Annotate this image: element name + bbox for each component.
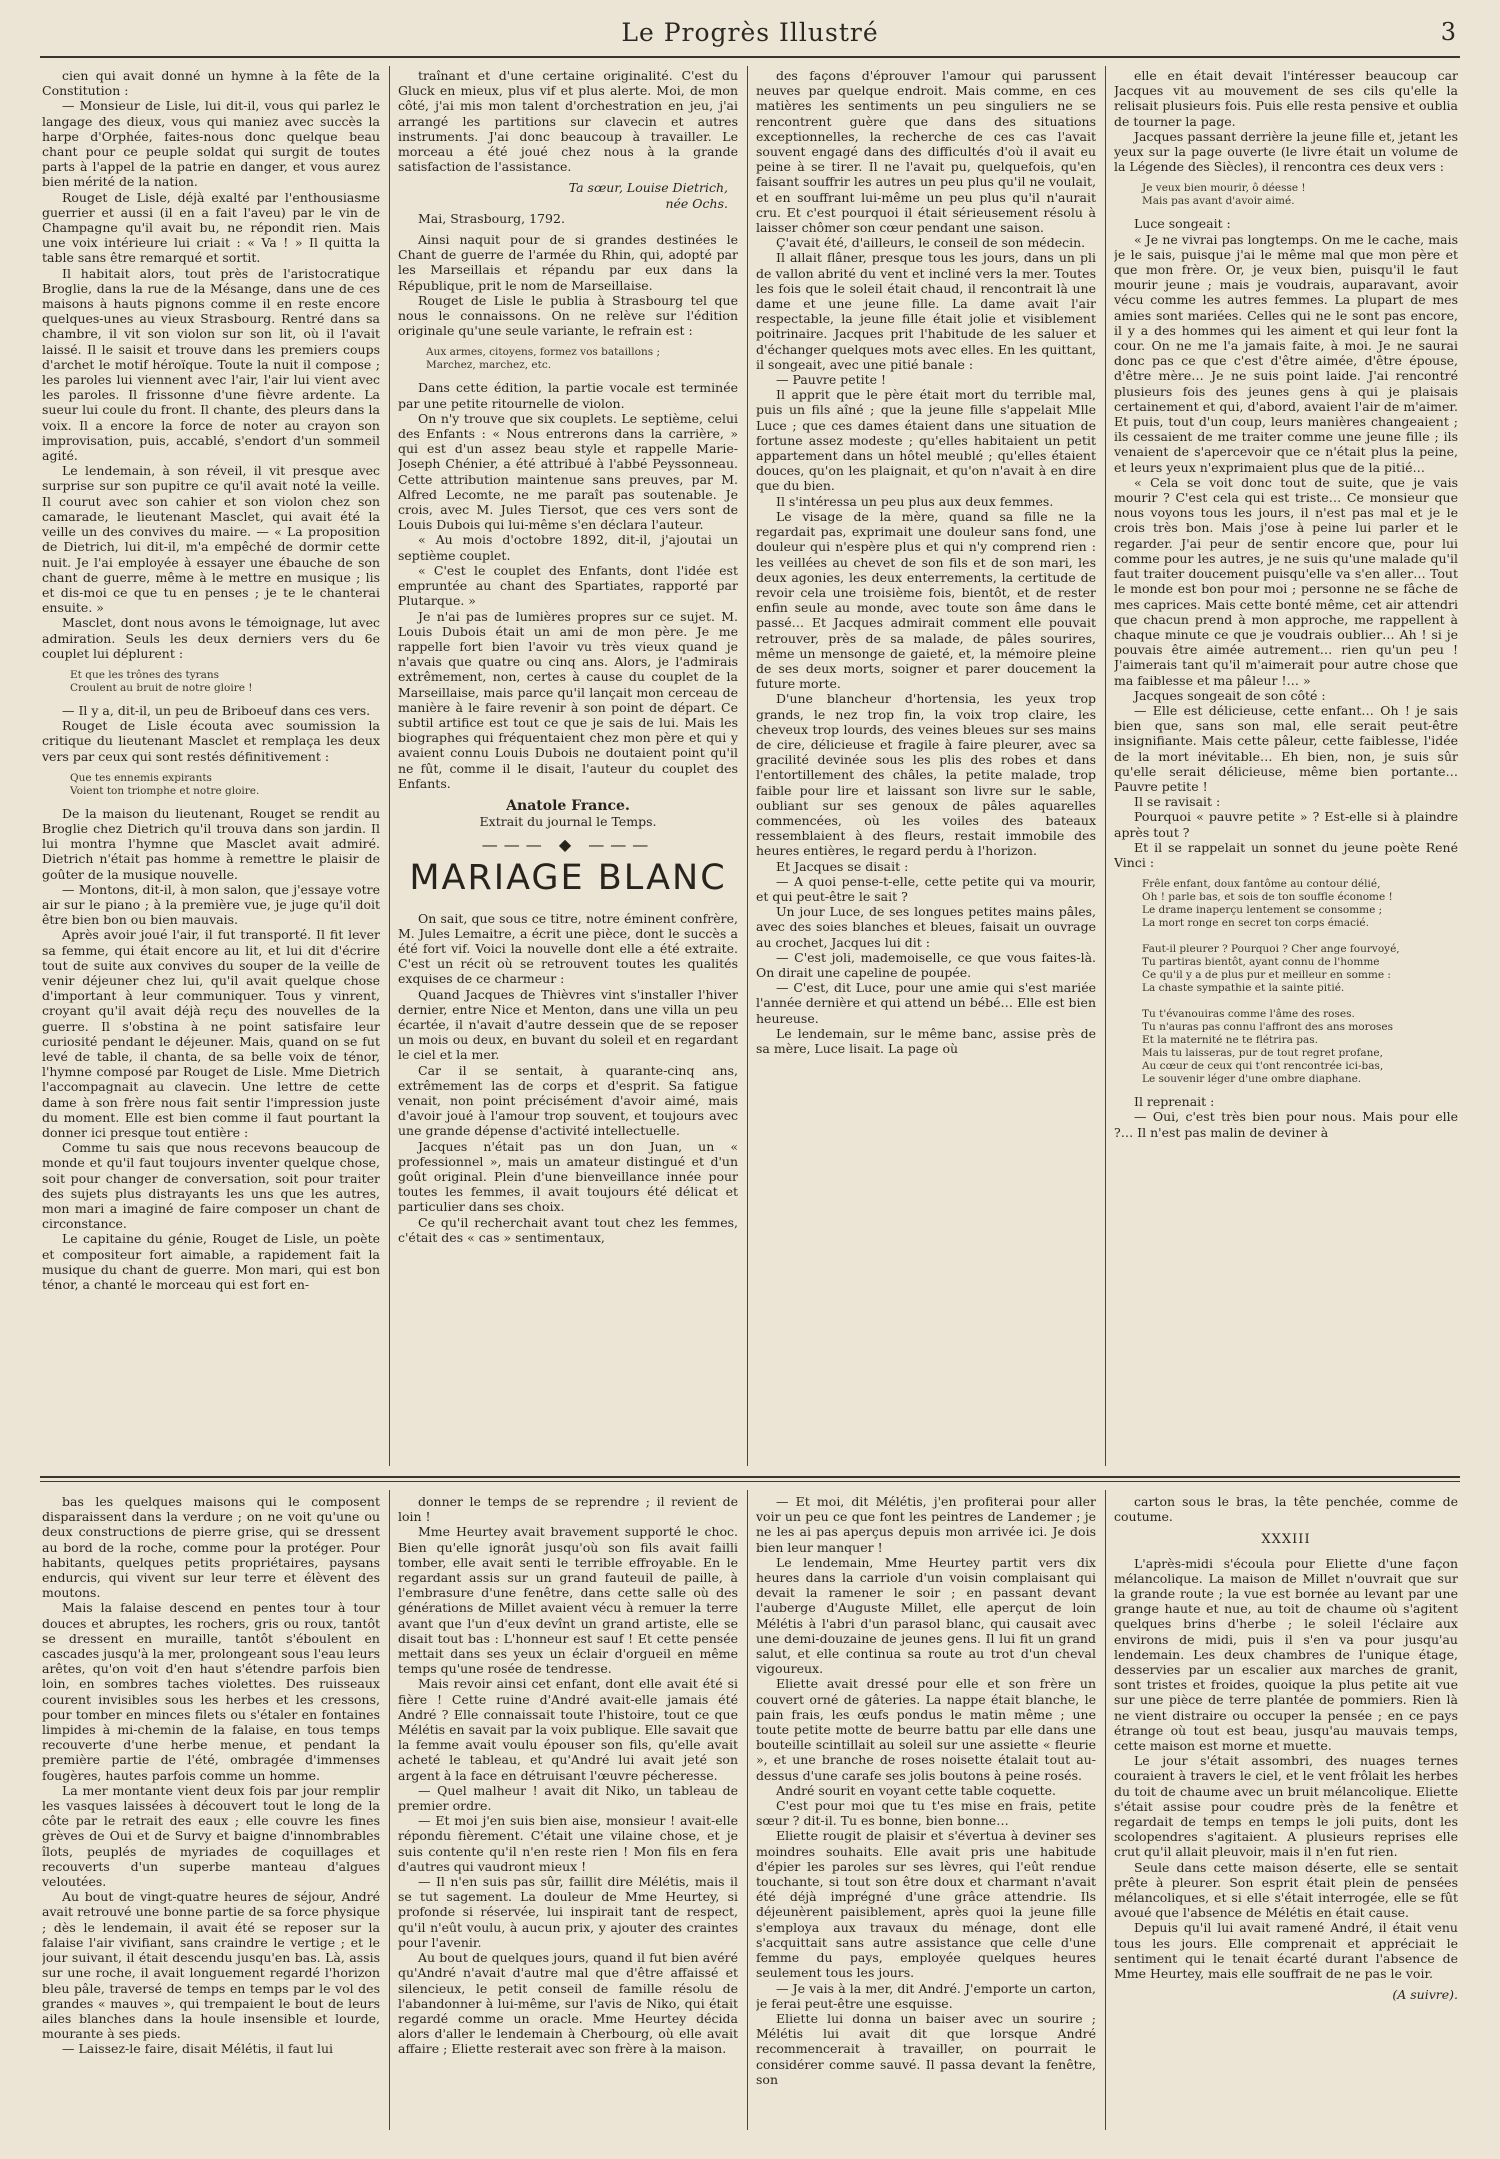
paragraph: Jacques n'était pas un don Juan, un « professionnel », mais un amateur distingué et d'un goût original. Plein d'une bienveillance innée pour toutes les femmes, il avait toujours été délicat et particulier dans ses choix. [398, 1138, 738, 1215]
paragraph: — C'est, dit Luce, pour une amie qui s'est mariée l'année dernière et qui attend un bébé… Elle est bien heureuse. [756, 980, 1096, 1026]
paragraph: Après avoir joué l'air, il fut transporté. Il fit lever sa femme, qui était encore au lit, et lui dit d'écrire tout de suite aux convives du souper de la veille de venir déjeuner chez lui, qu'il avait quelque chose d'important à leur communiquer. Tous y vinrent, croyant qu'il avait déjà reçu des nouvelles de la guerre. Il s'obstina à ne point satisfaire leur curiosité pendant le déjeuner. Mais, quand on se fut levé de table, il chanta, de sa belle voix de ténor, l'hymne composé par Rouget de Lisle. Mme Dietrich l'accompagnait au clavecin. Une lettre de cette dame à son frère nous fait sentir l'impression juste du moment. Elle est bien comme il faut pourtant la donner ici presque tout entière : [42, 927, 380, 1140]
paragraph: André sourit en voyant cette table coquette. [776, 1782, 1057, 1798]
paragraph: Au bout de vingt-quatre heures de séjour, André avait retrouvé une bonne partie de sa force physique ; dès le lendemain, il avait été se reposer sur la falaise l'air vivifiant, sans craindre le vertige ; et le jour suivant, il était descendu jusqu'en bas. Là, assis sur une roche, il avait longuement regardé l'horizon bleu pâle, traversé de temps en temps par le vol des grandes « mauves », qui trempaient le bout de leurs ailes blanches dans la houle insensible et lourde, mourante à ses pieds. [42, 1889, 380, 2042]
verse-quote: Et que les trônes des tyrans Croulent au bruit de notre gloire ! [70, 668, 253, 694]
text-block [398, 232, 738, 338]
paragraph: traînant et d'une certaine originalité. C'est du Gluck en mieux, plus vif et plus alerte. Moi, de mon côté, j'ai mis mon talent d'orchestration en jeu, j'ai arrangé les partitions sur clavecin et autres instruments. J'ai donc beaucoup à travailler. Le morceau a été joué chez nous à la grande satisfaction de l'assistance. [398, 68, 738, 175]
paragraph: Jacques passant derrière la jeune fille et, jetant les yeux sur la page ouverte (le livre était un volume de la Légende des Siècles), il rencontra ces deux vers : [1114, 128, 1458, 175]
paragraph: Il apprit que le père était mort du terrible mal, puis un fils aîné ; que la jeune fille s'appelait Mlle Luce ; que ces dames étaient dans une situation de fortune assez modeste ; qu'elles habitaient un petit appartement dans un hôtel meublé ; qu'elles étaient douces, qu'on les plaignait, et qu'on n'avait à en dire que du bien. [756, 387, 1096, 494]
top-column-4 [1114, 68, 1458, 1462]
paragraph: Depuis qu'il lui avait ramené André, il était venu tous les jours. Elle comprenait et appréciait le sentiment qui le tenait écarté durant l'absence de Mme Heurtey, mais elle souffrait de ne pas le voir. [1114, 1920, 1458, 1982]
paragraph: Il s'intéressa un peu plus aux deux femmes. [776, 493, 1054, 509]
column-divider [1105, 66, 1106, 1466]
paragraph: Et il se rappelait un sonnet du jeune poète René Vinci : [1114, 839, 1458, 870]
feuilleton-rule [40, 1476, 1460, 1478]
paragraph: Je n'ai pas de lumières propres sur ce sujet. M. Louis Dubois était un ami de mon père. Je me rappelle fort bien l'avoir vu très vieux quand je n'avais que quatre ou cinq ans. Alors, je l'admirais extrêmement, non, certes à cause du couplet de la Marseillaise, mais parce qu'il lançait mon cerceau de manière à le faire revenir à son point de départ. Ce subtil artifice est tout ce que je sais de lui. Mais les biographes qui fréquentaient chez mon père et qui y avaient connu Louis Dubois ne doutaient point qu'il ne fût, comme il le disait, l'auteur du couplet des Enfants. [398, 608, 738, 791]
paragraph: Il allait flâner, presque tous les jours, dans un pli de vallon abrité du vent et incliné vers la mer. Toutes les fois que le soleil était chaud, il rencontrait là une dame et une jeune fille. La dame avait l'air respectable, la jeune fille était jolie et visiblement poitrinaire. Jacques prit l'habitude de les saluer et d'échanger quelques mots avec elles. En les quittant, il songeait, avec une pitié banale : [756, 250, 1096, 372]
paragraph: Luce songeait : [1134, 216, 1231, 232]
paragraph: On sait, que sous ce titre, notre éminent confrère, M. Jules Lemaitre, a écrit une pièce, dont le succès a été fort vif. Voici la nouvelle dont elle a été extraite. C'est un récit où se retrouvent toutes les qualités exquises de ce charmeur : [398, 910, 738, 987]
sonnet: Frêle enfant, doux fantôme au contour délié, Oh ! parle bas, et sois de ton souffle économe ! Le drame inaperçu lentement se consomme ; La mort ronge en secret ton corps émacié. Faut-il pleurer ? Pourquoi ? Cher ange fourvoyé, Tu partiras bientôt, ayant connu de l'homme Ce qu'il y a de plus pur et meilleur en somme : La chaste sympathie et la sainte pitié. Tu t'évanouiras comme l'âme des roses. Tu n'auras pas connu l'affront des ans moroses Et la maternité ne te flétrira pas. Mais tu laisseras, pur de tout regret profane, Au cœur de ceux qui t'ont rencontrée ici-bas, Le souvenir léger d'une ombre diaphane. [1142, 878, 1400, 1086]
paragraph: Et Jacques se disait : [776, 858, 909, 874]
column-divider [747, 66, 748, 1466]
paragraph: — Et moi j'en suis bien aise, monsieur ! avait-elle répondu fièrement. C'était une vilaine chose, et je suis contente qu'il n'en reste rien ! Mon fils en fera d'autres qui vaudront mieux ! [398, 1813, 738, 1874]
text-block [398, 911, 738, 1245]
paragraph: Le visage de la mère, quand sa fille ne la regardait pas, exprimait une douleur sans fond, une douleur qui n'espère plus et qui n'y comprend rien : les veillées au chevet de son fils et de son mari, les deux agonies, les deux enterrements, la certitude de revoir cela une troisième fois, bientôt, et de rester enfin seule au monde, avec toute son âme dans le passé… Et Jacques admirait comment elle pouvait retrouver, près de sa malade, de pâles sourires, même un mensonge de gaieté, et, la mémoire pleine de ses deux morts, soigner et parer doucement la future morte. [756, 508, 1096, 692]
paragraph: Au bout de quelques jours, quand il fut bien avéré qu'André n'avait d'autre mal que d'être affaissé et silencieux, le petit conseil de famille résolu de l'abandonner à lui-même, sur l'avis de Niko, qui était regardé comme un oracle. Mme Heurtey décida alors d'aller le lendemain à Cherbourg, où elle avait affaire ; Eliette resterait avec son frère à la maison. [398, 1950, 738, 2057]
paragraph: L'après-midi s'écoula pour Eliette d'une façon mélancolique. La maison de Millet n'ouvrait que sur la grande route ; la vue est bornée au levant par une grange haute et nue, au toit de chaume où s'agitent quelques brins d'herbe ; le soleil l'éclaire aux environs de midi, puis il s'en va pour jusqu'au lendemain. Les deux chambres de l'unique étage, desservies par un escalier aux marches de granit, sont tristes et froides, quoique la plus petite ait vue sur une pièce de terre plantée de pommiers. Rien là ne vient distraire ou occuper la pensée ; en ce pays étrange où tout est beau, jusqu'au mauvais temps, cette maison est morne et muette. [1114, 1555, 1458, 1754]
paragraph: Car il se sentait, à quarante-cinq ans, extrêmement las de corps et d'esprit. Sa fatigue venait, non point précisément d'avoir aimé, mais d'avoir joué à l'amour trop souvent, et toujours avec une grande dépense d'activité intellectuelle. [398, 1062, 738, 1139]
paragraph: carton sous le bras, la tête penchée, comme de coutume. [1114, 1494, 1458, 1525]
feuilleton-rule [40, 1481, 1460, 1482]
newspaper-title: Le Progrès Illustré [621, 18, 879, 47]
paragraph: Rouget de Lisle, déjà exalté par l'enthousiasme guerrier et aussi (il en a fait l'aveu) par le vin de Champagne qu'il avait bu, ne répondit rien. Mais une voix intérieure lui criait : « Va ! » Il quitta la table sans être remarqué et sortit. [42, 189, 380, 266]
paragraph: — C'est joli, mademoiselle, ce que vous faites-là. On dirait une capeline de poupée. [756, 949, 1096, 980]
paragraph: « C'est le couplet des Enfants, dont l'idée est empruntée au chant des Spartiates, rapporté par Plutarque. » [398, 562, 738, 609]
paragraph: Seule dans cette maison déserte, elle se sentait prête à pleurer. Son esprit était plein de pensées mélancoliques, et si elle s'était interrogée, elle se fût avoué que l'absence de Mélétis en était cause. [1114, 1859, 1458, 1921]
paragraph: Eliette avait dressé pour elle et son frère un couvert orné de gâteries. La nappe était blanche, le pain frais, les œufs pondus le matin même ; une toute petite motte de beurre battu par elle dans une bouteille scintillait au soleil sur une assiette « fleurie », et une branche de roses noisette étalait tout au-dessus d'une carafe ses jolis boutons à peine rosés. [756, 1676, 1096, 1783]
chapter-number: XXXIII [1261, 1532, 1311, 1548]
paragraph: — Il n'en suis pas sûr, faillit dire Mélétis, mais il se tut sagement. La douleur de Mme Heurtey, si profonde si réservée, lui inspirait tant de respect, qu'il n'eût voulu, à aucun prix, y ajouter des craintes pour l'avenir. [398, 1874, 738, 1950]
paragraph: — A quoi pense-t-elle, cette petite qui va mourir, et qui peut-être le sait ? [756, 873, 1096, 904]
paragraph: Le lendemain, Mme Heurtey partit vers dix heures dans la carriole d'un voisin complaisant qui devait la ramener le soir ; en passant devant l'auberge d'Auguste Millet, elle aperçut de loin Mélétis à l'abri d'un parasol blanc, qui causait avec une demi-douzaine de jeunes gens. Il lui fit un grand salut, et elle continua sa route au trot d'un cheval vigoureux. [756, 1554, 1096, 1677]
paragraph: Le lendemain, à son réveil, il vit presque avec surprise sur son pupitre ce qu'il avait noté la veille. Il courut avec son cahier et son violon chez son camarade, le lieutenant Masclet, qui avait été la veille un des convives du maire. — « La proposition de Dietrich, lui dit-il, m'a empêché de dormir cette nuit. Je l'ai employée à essayer une ébauche de son chant de guerre, même à le mettre en musique ; lis et dis-moi ce que tu en penses ; je te le chanterai ensuite. » [42, 463, 380, 616]
page-number: 3 [1440, 18, 1456, 46]
verse-quote: Aux armes, citoyens, formez vos bataillons ; Marchez, marchez, etc. [426, 346, 660, 372]
verse-quote: Je veux bien mourir, ô déesse ! Mais pas avant d'avoir aimé. [1142, 182, 1306, 208]
article-author: Anatole France. [506, 797, 630, 814]
paragraph: Il se ravisait : [1134, 794, 1221, 810]
top-column-2 [398, 68, 738, 1462]
text-block [756, 68, 1096, 1056]
column-divider [1105, 1490, 1106, 2130]
paragraph: Il reprenait : [1134, 1094, 1215, 1110]
paragraph: — Il y a, dit-il, un peu de Briboeuf dans ces vers. [62, 702, 371, 718]
paragraph: — Quel malheur ! avait dit Niko, un tableau de premier ordre. [398, 1782, 738, 1814]
paragraph: Dans cette édition, la partie vocale est terminée par une petite ritournelle de violon. [398, 380, 738, 411]
paragraph: Masclet, dont nous avons le témoignage, lut avec admiration. Seuls les deux derniers vers du 6e couplet lui déplurent : [42, 615, 380, 661]
paragraph: « Je ne vivrai pas longtemps. On me le cache, mais je le sais, puisque j'ai le même mal que mon père et que mon frère. Or, je veux bien, puisqu'il le faut mourir jeune ; mais je voudrais, auparavant, avoir vécu comme les autres femmes. La plupart de mes amies sont mariées. Celles qui ne le sont pas encore, il y a des hommes qui les aiment et qui leur font la cour. On ne me l'a jamais faite, à moi. Je ne saurai donc pas ce que c'est d'être aimée, d'être épouse, d'être mère… Je ne suis point laide. J'ai rencontré plusieurs fois des jeunes gens à qui je plaisais certainement et qui, d'abord, avaient l'air de m'aimer. Et puis, tout d'un coup, leurs manières changeaient ; ils cessaient de me traiter comme une jeune fille ; ils venaient de s'apercevoir que ce n'était plus la peine, et leurs yeux n'exprimaient plus que de la pitié… [1114, 231, 1458, 475]
paragraph: donner le temps de se reprendre ; il revient de loin ! [398, 1494, 738, 1525]
text-block [756, 1494, 1096, 2087]
text-block [42, 1494, 380, 2057]
paragraph: La mer montante vient deux fois par jour remplir les vasques laissées à découvert tout le long de la côte par le retrait des eaux ; elle couvre les fines grèves de Oui et de Survy et baigne d'innombrables îlots, peuplés de myriades de coquillages et recouverts d'un superbe manteau d'algues veloutées. [42, 1782, 380, 1890]
paragraph: Jacques songeait de son côté : [1134, 687, 1326, 703]
paragraph: Pourquoi « pauvre petite » ? Est-elle si à plaindre après tout ? [1114, 809, 1458, 840]
paragraph: D'une blancheur d'hortensia, les yeux trop grands, le nez trop fin, la voix trop claire, les cheveux trop lourds, des veines bleues sur ses mains de cire, délicieuse et fragile à faire pleurer, avec sa gracilité devinée sous les plis des robes et dans l'entortillement des châles, la petite malade, trop faible pour lire et laissant son livre sur le sable, oubliant sur ses genoux de pâles aquarelles commencées, où les voiles des bateaux ressemblaient à des fleurs, restait immobile des heures entières, le regard perdu à l'horizon. [756, 691, 1096, 859]
paragraph: — Laissez-le faire, disait Mélétis, il faut lui [62, 2041, 334, 2057]
paragraph: Le lendemain, sur le même banc, assise près de sa mère, Luce lisait. La page où [756, 1025, 1096, 1056]
paragraph: On n'y trouve que six couplets. Le septième, celui des Enfants : « Nous entrerons dans la carrière, » qui est d'un assez beau style et rappelle Marie-Joseph Chénier, a été attribué à l'abbé Peyssonneau. Cette attribution maintenue sans preuves, par M. Alfred Lecomte, ne me paraît pas soutenable. Je crois, avec M. Jules Tiersot, que ces vers sont de Louis Dubois qui lui-même s'en déclara l'auteur. [398, 410, 738, 533]
text-block [1114, 1094, 1458, 1140]
verse-quote: Que tes ennemis expirants Voient ton triomphe et notre gloire. [70, 771, 260, 797]
letter-date: Mai, Strasbourg, 1792. [418, 210, 565, 226]
text-block [398, 380, 738, 790]
column-divider [389, 1490, 390, 2130]
paragraph: Mais la falaise descend en pentes tour à tour douces et abruptes, les rochers, gris ou roux, tantôt se dressent en muraille, tantôt s'éboulent en cascades jusqu'à la mer, prolongeant sous l'eau leurs arêtes, qu'on voit d'en haut s'étendre parfois bien loin, en sombres taches violettes. Des ruisseaux courent invisibles sous les herbes et les cressons, pour tomber en minces filets ou s'étaler en fontaines limpides à mi-chemin de la falaise, en tous temps recouverte d'une herbe menue, et pendant la première partie de l'été, ombragée d'immenses fougères, hautes parfois comme un homme. [42, 1600, 380, 1783]
masthead [40, 18, 1460, 54]
paragraph: — Oui, c'est très bien pour nous. Mais pour elle ?… Il n'est pas malin de deviner à [1114, 1109, 1458, 1140]
text-block [1114, 216, 1458, 870]
bottom-column-1 [42, 1494, 380, 2134]
article-source: Extrait du journal le Temps. [479, 814, 657, 830]
paragraph: — Elle est délicieuse, cette enfant… Oh ! je sais bien que, sans son mal, elle serait peut-être insignifiante. Mais cette pâleur, cette faiblesse, l'idée de la mort inévitable… Eh bien, non, je suis sûr qu'elle serait délicieuse, même bien portante… Pauvre petite ! [1114, 702, 1458, 794]
text-block [398, 1494, 738, 2057]
text-block [42, 68, 380, 661]
bottom-column-3 [756, 1494, 1096, 2134]
text-block [1114, 1556, 1458, 1982]
text-block [1114, 68, 1458, 174]
paragraph: Mais revoir ainsi cet enfant, dont elle avait été si fière ! Cette ruine d'André avait-elle jamais été André ? Elle connaissait toute l'histoire, tout ce que Mélétis en savait par la voix publique. Elle savait que la femme avait voulu épouser son fils, qu'elle avait acheté le tableau, et qu'André lui avait jeté son argent à la face en détruisant l'œuvre pécheresse. [398, 1676, 738, 1783]
text-block [42, 806, 380, 1293]
header-rule [40, 56, 1460, 58]
letter-signature: Ta sœur, Louise Dietrich, née Ochs. [568, 180, 728, 211]
paragraph: De la maison du lieutenant, Rouget se rendit au Broglie chez Dietrich qu'il trouva dans son jardin. Il lui montra l'hymne que Masclet avait admiré. Dietrich n'était pas homme à remettre le plaisir de goûter de la musique nouvelle. [42, 805, 380, 882]
ornament-divider: ——— ◆ ——— [481, 835, 655, 855]
column-divider [389, 66, 390, 1466]
paragraph: elle en était devait l'intéresser beaucoup car Jacques vit au mouvement de ses cils qu'elle la relisait plusieurs fois. Puis elle resta pensive et oublia de tourner la page. [1114, 68, 1458, 129]
top-column-3 [756, 68, 1096, 1462]
paragraph: — Et moi, dit Mélétis, j'en profiterai pour aller voir un peu ce que font les peintres de Landemer ; je ne les ai pas aperçus depuis mon arrivée ici. Je dois bien leur manquer ! [756, 1494, 1096, 1555]
paragraph: Ainsi naquit pour de si grandes destinées le Chant de guerre de l'armée du Rhin, qui, adopté par les Marseillais et répandu par eux dans la République, prit le nom de Marseillaise. [398, 232, 738, 293]
paragraph: Ce qu'il recherchait avant tout chez les femmes, c'était des « cas » sentimentaux, [398, 1214, 738, 1245]
paragraph: Le capitaine du génie, Rouget de Lisle, un poète et compositeur fort aimable, a rapidement fait la musique du chant de guerre. Mon mari, qui est bon ténor, a chanté le morceau qui est fort en- [42, 1231, 380, 1293]
paragraph: — Pauvre petite ! [776, 372, 887, 388]
text-block [1114, 1494, 1458, 1524]
top-column-1 [42, 68, 380, 1462]
paragraph: Ç'avait été, d'ailleurs, le conseil de son médecin. [776, 235, 1086, 251]
story-headline: MARIAGE BLANC [409, 857, 727, 898]
text-block [42, 703, 380, 764]
paragraph: Rouget de Lisle le publia à Strasbourg tel que nous le connaissons. On ne relève sur l'édition originale qu'une seule variante, le refrain est : [398, 292, 738, 339]
paragraph: — Monsieur de Lisle, lui dit-il, vous qui parlez le langage des dieux, vous qui maniez avec succès la harpe d'Orphée, faites-nous donc quelque beau chant pour ce peuple soldat qui surgit de toutes parts à l'appel de la patrie en danger, et vous aurez bien mérité de la nation. [42, 98, 380, 190]
paragraph: Le jour s'était assombri, des nuages ternes couraient à travers le ciel, et le vent frôlait les herbes du toit de chaume avec un bruit mélancolique. Eliette s'était assise pour coudre près de la fenêtre et regardait de temps en temps le joli puits, dont les scolopendres s'agitaient. A plusieurs reprises elle crut qu'il allait pleuvoir, mais il n'en fut rien. [1114, 1753, 1458, 1860]
paragraph: des façons d'éprouver l'amour qui parussent neuves par quelque endroit. Mais comme, en ces matières les sentiments un peu singuliers ne se rencontrent guère que dans des situations exceptionnelles, la recherche de ces cas l'avait souvent engagé dans des difficultés d'où il avait eu peine à se tirer. Il ne l'avait pu, quelquefois, qu'en faisant souffrir les autres un peu plus qu'il ne voulait, et en souffrant lui-même un peu plus qu'il n'aurait cru. Et c'est pourquoi il était sérieusement résolu à laisser chômer son cœur pendant une saison. [756, 68, 1096, 236]
text-block [398, 68, 738, 174]
paragraph: C'est pour moi que tu t'es mise en frais, petite sœur ? dit-il. Tu es bonne, bien bonne… [756, 1798, 1096, 1829]
column-divider [747, 1490, 748, 2130]
paragraph: — Je vais à la mer, dit André. J'emporte un carton, je ferai peut-être une esquisse. [756, 1980, 1096, 2011]
paragraph: Un jour Luce, de ses longues petites mains pâles, avec des soies blanches et bleues, faisait un ouvrage au crochet, Jacques lui dit : [756, 904, 1096, 950]
paragraph: « Cela se voit donc tout de suite, que je vais mourir ? C'est cela qui est triste… Ce monsieur que nous voyons tous les jours, il n'est pas mal et je le crois très bon. Mais j'ose à peine lui parler et le regarder. J'ai peur de sentir encore que, pour lui comme pour les autres, je ne suis qu'une malade qu'il faut traiter doucement puisqu'elle va s'en aller… Tout le monde est bon pour moi ; personne ne se fâche de mes caprices. Mais cette bonté même, cet air attendri que chacun prend à mon approche, me rappellent à chaque minute ce que je voudrais oublier… Ah ! si je pouvais être aimée autrement… rien qu'un peu ! J'aimerais tant qu'il m'aimerait pour autre chose que ma faiblesse et ma pâleur !… » [1114, 474, 1458, 688]
paragraph: Quand Jacques de Thièvres vint s'installer l'hiver dernier, entre Nice et Menton, dans une villa un peu écartée, il n'avait d'autre dessein que de se reposer un mois ou deux, en buvant du soleil et en regardant le ciel et la mer. [398, 986, 738, 1063]
paragraph: Rouget de Lisle écouta avec soumission la critique du lieutenant Masclet et remplaça les deux vers par ceux qui sont restés définitivement : [42, 718, 380, 764]
bottom-column-2 [398, 1494, 738, 2134]
paragraph: Eliette lui donna un baiser avec un sourire ; Mélétis lui avait dit que lorsque André recommencerait à travailler, on pourrait le considérer comme sauvé. Il passa devant la fenêtre, son [756, 2010, 1096, 2087]
paragraph: « Au mois d'octobre 1892, dit-il, j'ajoutai un septième couplet. [398, 532, 738, 563]
paragraph: bas les quelques maisons qui le composent disparaissent dans la verdure ; on ne voit qu'une ou deux constructions de pierre grise, qui se dressent au bord de la roche, comme pour la protéger. Pour habitants, quelques petits propriétaires, paysans endurcis, qui vivent sur leur terre et élèvent des moutons. [42, 1494, 380, 1601]
paragraph: cien qui avait donné un hymne à la fête de la Constitution : [42, 68, 380, 99]
paragraph: Eliette rougit de plaisir et s'évertua à deviner ses moindres souhaits. Elle avait pris une habitude d'épier les paroles sur ses lèvres, qui l'eût rendue touchante, si tout son être doux et charmant n'avait été déjà imprégné d'une grâce attendrie. Ils déjeunèrent paisiblement, après quoi la jeune fille s'employa aux travaux du ménage, dont elle s'acquittait sans autre assistance que celle d'une femme du pays, employée quelques heures seulement tous les jours. [756, 1828, 1096, 1981]
paragraph: — Montons, dit-il, à mon salon, que j'essaye votre air sur le piano ; à la première vue, je juge qu'il doit être bien bon ou bien mauvais. [42, 881, 380, 928]
paragraph: Mme Heurtey avait bravement supporté le choc. Bien qu'elle ignorât jusqu'où son fils avait failli tomber, elle avait senti le terrible effroyable. En le regardant assis sur un grand fauteuil de paille, à l'embrasure d'une fenêtre, dans cette salle où des générations de Millet avaient vécu à remuer la terre avant que l'un d'eux devînt un grand artiste, elle se disait tout bas : L'honneur est sauf ! Et cette pensée mettait dans ses yeux un éclair d'orgueil en même temps qu'une rosée de tendresse. [398, 1524, 738, 1677]
bottom-column-4 [1114, 1494, 1458, 2134]
to-be-continued: (A suivre). [1392, 1987, 1458, 2003]
paragraph: Il habitait alors, tout près de l'aristocratique Broglie, dans la rue de la Mésange, dans une de ces maisons à hauts pignons comme il en reste encore quelques-unes au vieux Strasbourg. Rentré dans sa chambre, il vit son violon sur son lit, où il l'avait laissé. Il le saisit et trouve dans les premiers coups d'archet le motif héroïque. Toute la nuit il compose ; les paroles lui viennent avec l'air, l'air lui vient avec les paroles. Il frissonne d'une fièvre ardente. La sueur lui coule du front. Il chante, des pleurs dans la voix. Il a encore la force de noter au crayon son improvisation, puis, accablé, s'endort d'un sommeil agité. [42, 265, 380, 464]
paragraph: Comme tu sais que nous recevons beaucoup de monde et qu'il faut toujours inventer quelque chose, soit pour changer de conversation, soit pour traiter des sujets plus distrayants les uns que les autres, mon mari a imaginé de faire composer un chant de circonstance. [42, 1140, 380, 1232]
